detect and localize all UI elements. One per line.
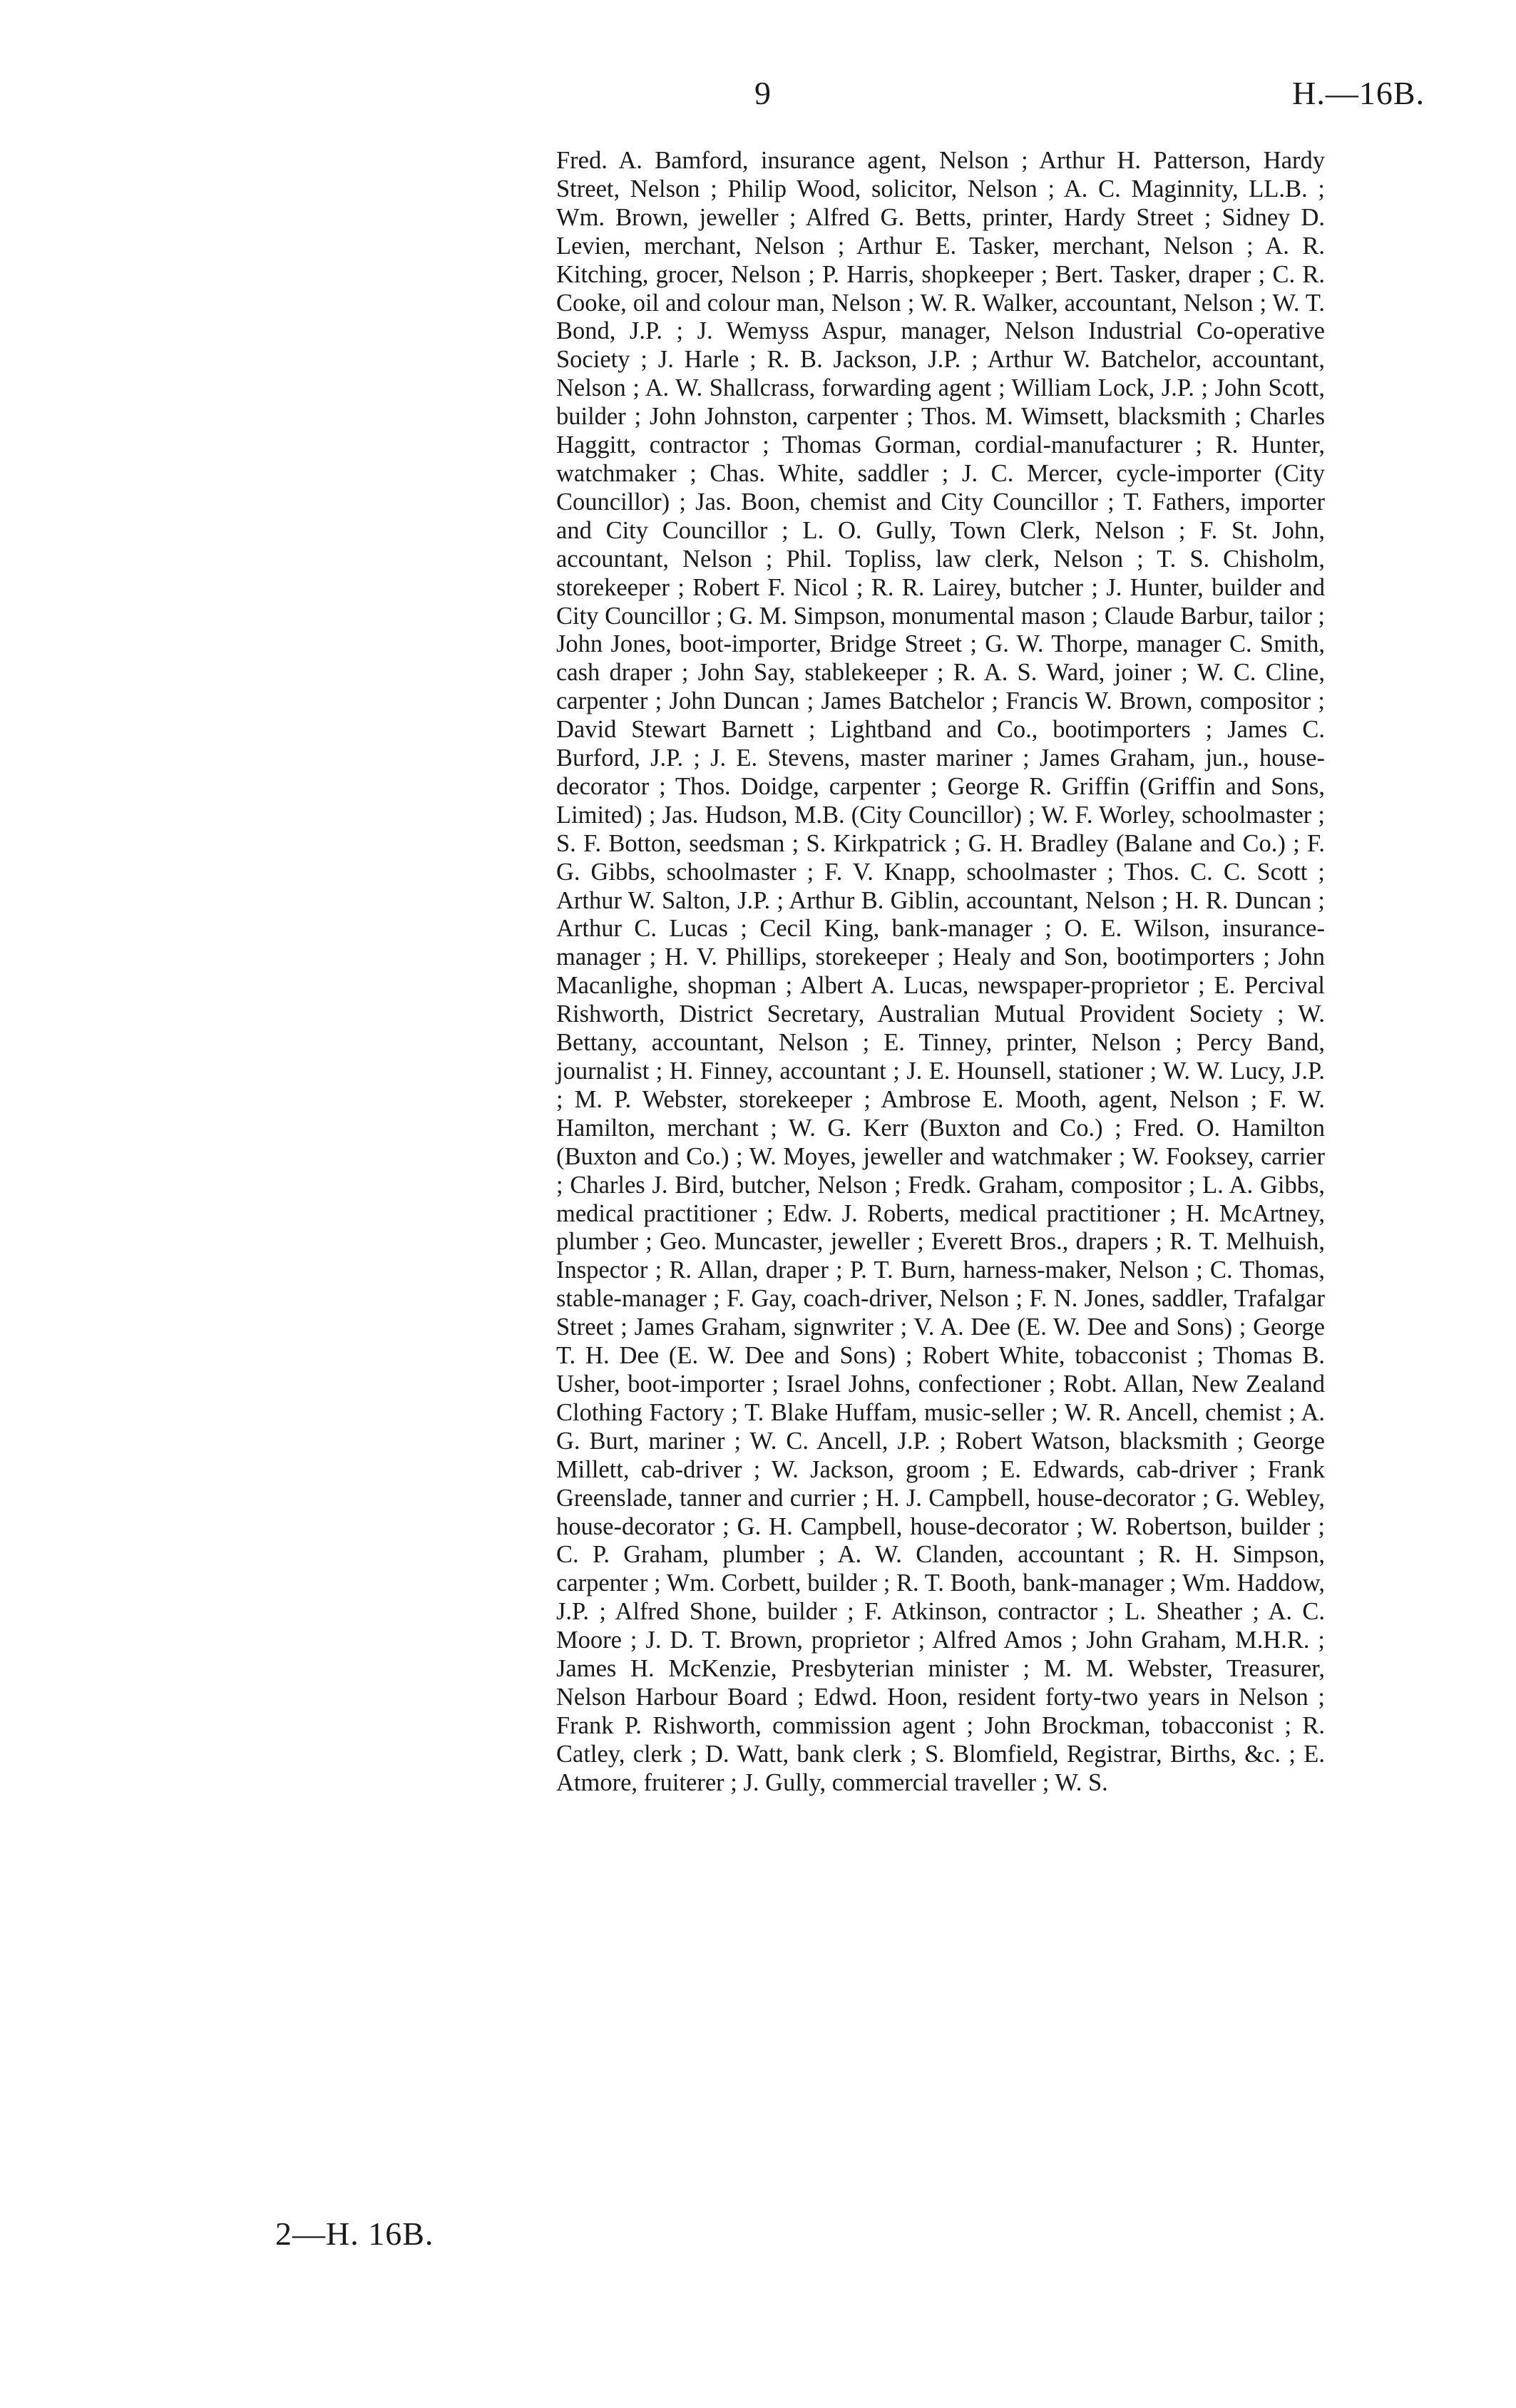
body-text: Fred. A. Bamford, insurance agent, Nelson ; Arthur H. Patterson, Hardy Street, Nelson ; Philip Wood, solicitor, Nelson ; A. C. Maginnity, LL.B. ; Wm. Brown, jeweller ; Alfred G. Betts, printer, Hardy Street ; Sidney D. Levien, merchant, Nelson ; Arthur E. Tasker, merchant, Nelson ; A. R. Kitching, grocer, Nelson ; P. Harris, shopkeeper ; Bert. Tasker, draper ; C. R. Cooke, oil and colour man, Nelson ; W. R. Walker, accountant, Nelson ; W. T. Bond, J.P. ; J. Wemyss Aspur, manager, Nelson Industrial Co-operative Society ; J. Harle ; R. B. Jackson, J.P. ; Arthur W. Batchelor, accountant, Nelson ; A. W. Shallcrass, forwarding agent ; William Lock, J.P. ; John Scott, builder ; John Johnston, carpenter ; Thos. M. Wimsett, blacksmith ; Charles Haggitt, contractor ; Thomas Gorman, cordial-manufacturer ; R. Hunter, watchmaker ; Chas. White, saddler ; J. C. Mercer, cycle-importer (City Councillor) ; Jas. Boon, chemist and City Councillor ; T. Fathers, importer and City Councillor ; L. O. Gully, Town Clerk, Nelson ; F. St. John, accountant, Nelson ; Phil. Topliss, law clerk, Nelson ; T. S. Chisholm, storekeeper ; Robert F. Nicol ; R. R. Lairey, butcher ; J. Hunter, builder and City Councillor ; G. M. Simpson, monumental mason ; Claude Barbur, tailor ; John Jones, boot-importer, Bridge Street ; G. W. Thorpe, manager C. Smith, cash draper ; John Say, stablekeeper ; R. A. S. Ward, joiner ; W. C. Cline, carpenter ; John Duncan ; James Batchelor ; Francis W. Brown, compositor ; David Stewart Barnett ; Lightband and Co., bootimporters ; James C. Burford, J.P. ; J. E. Stevens, master mariner ; James Graham, jun., house-decorator ; Thos. Doidge, carpenter ; George R. Griffin (Griffin and Sons, Limited) ; Jas. Hudson, M.B. (City Councillor) ; W. F. Worley, schoolmaster ; S. F. Botton, seedsman ; S. Kirkpatrick ; G. H. Bradley (Balane and Co.) ; F. G. Gibbs, schoolmaster ; F. V. Knapp, schoolmaster ; Thos. C. C. Scott ; Arthur W. Salton, J.P. ; Arthur B. Giblin, accountant, Nelson ; H. R. Duncan ; Arthur C. Lucas ; Cecil King, bank-manager ; O. E. Wilson, insurancemanager ; H. V. Phillips, storekeeper ; Healy and Son, bootimporters ; John Macanlighe, shopman ; Albert A. Lucas, newspaper-proprietor ; E. Percival Rishworth, District Secretary, Australian Mutual Provident Society ; W. Bettany, accountant, Nelson ; E. Tinney, printer, Nelson ; Percy Band, journalist ; H. Finney, accountant ; J. E. Hounsell, stationer ; W. W. Lucy, J.P. ; M. P. Webster, storekeeper ; Ambrose E. Mooth, agent, Nelson ; F. W. Hamilton, merchant ; W. G. Kerr (Buxton and Co.) ; Fred. O. Hamilton (Buxton and Co.) ; W. Moyes, jeweller and watchmaker ; W. Fooksey, carrier ; Charles J. Bird, butcher, Nelson ; Fredk. Graham, compositor ; L. A. Gibbs, medical practitioner ; Edw. J. Roberts, medical practitioner ; H. McArtney, plumber ; Geo. Muncaster, jeweller ; Everett Bros., drapers ; R. T. Melhuish, Inspector ; R. Allan, draper ; P. T. Burn, harness-maker, Nelson ; C. Thomas, stable-manager ; F. Gay, coach-driver, Nelson ; F. N. Jones, saddler, Trafalgar Street ; James Graham, signwriter ; V. A. Dee (E. W. Dee and Sons) ; George T. H. Dee (E. W. Dee and Sons) ; Robert White, tobacconist ; Thomas B. Usher, boot-importer ; Israel Johns, confectioner ; Robt. Allan, New Zealand Clothing Factory ; T. Blake Huffam, music-seller ; W. R. Ancell, chemist ; A. G. Burt, mariner ; W. C. Ancell, J.P. ; Robert Watson, blacksmith ; George Millett, cab-driver ; W. Jackson, groom ; E. Edwards, cab-driver ; Frank Greenslade, tanner and currier ; H. J. Campbell, house-decorator ; G. Webley, house-decorator ; G. H. Campbell, house-decorator ; W. Robertson, builder ; C. P. Graham, plumber ; A. W. Clanden, accountant ; R. H. Simpson, carpenter ; Wm. Corbett, builder ; R. T. Booth, bank-manager ; Wm. Haddow, J.P. ; Alfred Shone, builder ; F. Atkinson, contractor ; L. Sheather ; A. C. Moore ; J. D. T. Brown, proprietor ; Alfred Amos ; John Graham, M.H.R. ; James H. McKenzie, Presbyterian minister ; M. M. Webster, Treasurer, Nelson Harbour Board ; Edwd. Hoon, resident forty-two years in Nelson ; Frank P. Rishworth, commission agent ; John Brockman, tobacconist ; R. Catley, clerk ; D. Watt, bank clerk ; S. Blomfield, Registrar, Births, &c. ; E. Atmore, fruiterer ; J. Gully, commercial traveller ; W. S. [556, 147, 1325, 1796]
footer-signature-mark: 2—H. 16B. [275, 2215, 434, 2252]
page-number: 9 [754, 75, 771, 111]
document-reference: H.—16B. [1292, 75, 1425, 111]
